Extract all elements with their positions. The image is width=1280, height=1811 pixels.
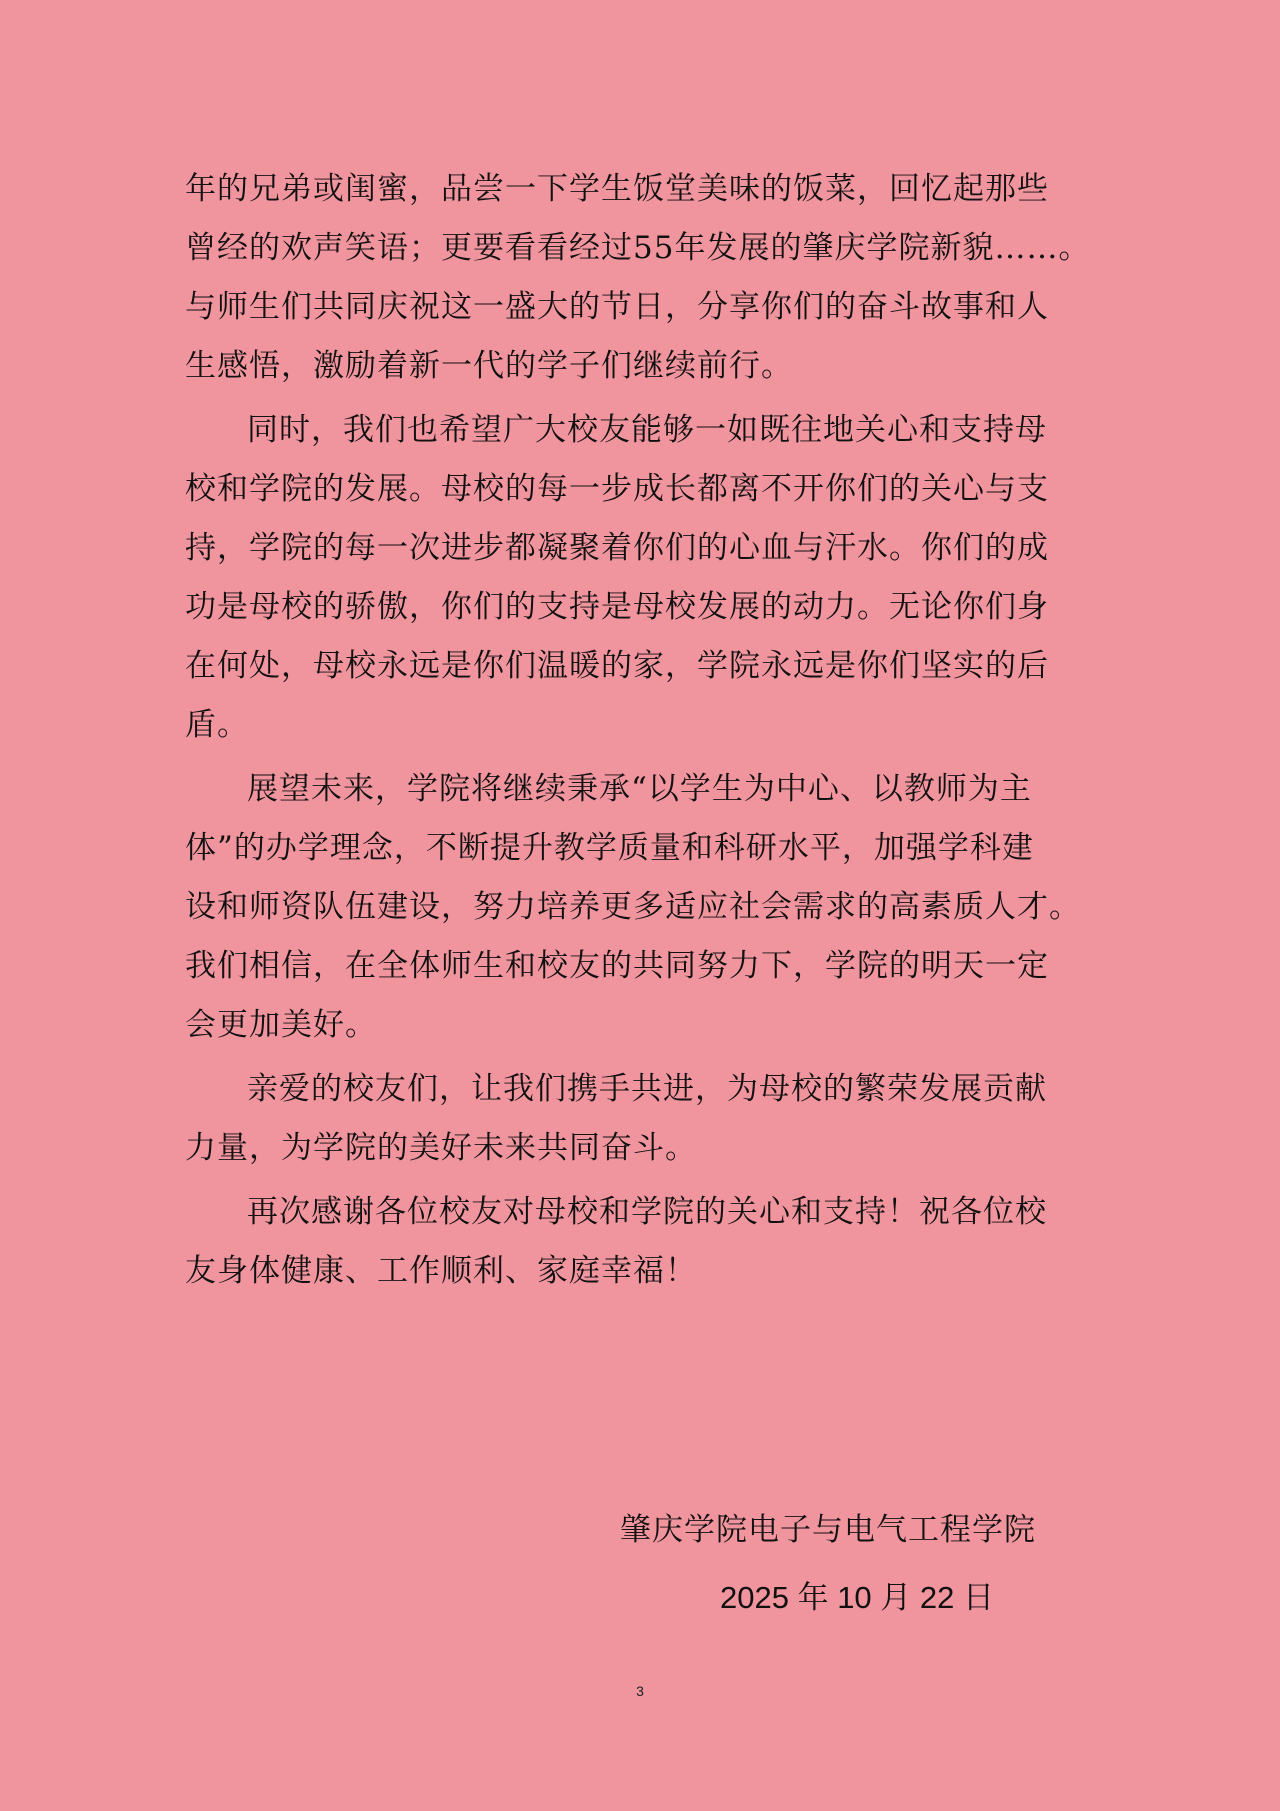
text-line: 生感悟，激励着新一代的学子们继续前行。 bbox=[185, 348, 793, 384]
text-line: 设和师资队伍建设，努力培养更多适应社会需求的高素质人才。 bbox=[185, 889, 1081, 925]
text-line: 体”的办学理念，不断提升教学质量和科研水平，加强学科建 bbox=[185, 830, 1034, 866]
paragraph-5 bbox=[185, 1183, 1105, 1301]
text-line: 曾经的欢声笑语；更要看看经过55年发展的肇庆学院新貌……。 bbox=[185, 230, 1091, 266]
paragraph-3 bbox=[185, 760, 1105, 1055]
text-line: 持，学院的每一次进步都凝聚着你们的心血与汗水。你们的成 bbox=[185, 530, 1049, 566]
paragraph-4 bbox=[185, 1060, 1105, 1178]
signature-block bbox=[620, 1500, 1100, 1628]
text-line: 我们相信，在全体师生和校友的共同努力下，学院的明天一定 bbox=[185, 948, 1049, 984]
text-line: 再次感谢各位校友对母校和学院的关心和支持！祝各位校 bbox=[247, 1194, 1047, 1230]
text-line: 在何处，母校永远是你们温暖的家，学院永远是你们坚实的后 bbox=[185, 648, 1049, 684]
text-line: 功是母校的骄傲，你们的支持是母校发展的动力。无论你们身 bbox=[185, 589, 1049, 625]
text-line: 年的兄弟或闺蜜，品尝一下学生饭堂美味的饭菜，回忆起那些 bbox=[185, 171, 1049, 207]
text-line: 力量，为学院的美好未来共同奋斗。 bbox=[185, 1130, 697, 1166]
text-line: 盾。 bbox=[185, 707, 249, 743]
paragraph-2 bbox=[185, 401, 1105, 755]
signature-organization: 肇庆学院电子与电气工程学院 bbox=[620, 1512, 1036, 1548]
text-line: 校和学院的发展。母校的每一步成长都离不开你们的关心与支 bbox=[185, 471, 1049, 507]
text-line: 同时，我们也希望广大校友能够一如既往地关心和支持母 bbox=[247, 412, 1047, 448]
page-number: 3 bbox=[636, 1683, 644, 1699]
text-line: 展望未来，学院将继续秉承“以学生为中心、以教师为主 bbox=[247, 771, 1032, 807]
text-line: 友身体健康、工作顺利、家庭幸福！ bbox=[185, 1253, 697, 1289]
signature-date: 2025 年 10 月 22 日 bbox=[720, 1580, 994, 1615]
paragraph-1 bbox=[185, 160, 1105, 396]
text-line: 会更加美好。 bbox=[185, 1007, 377, 1043]
letter-body bbox=[185, 160, 1105, 1301]
text-line: 与师生们共同庆祝这一盛大的节日，分享你们的奋斗故事和人 bbox=[185, 289, 1049, 325]
text-line: 亲爱的校友们，让我们携手共进，为母校的繁荣发展贡献 bbox=[247, 1071, 1047, 1107]
